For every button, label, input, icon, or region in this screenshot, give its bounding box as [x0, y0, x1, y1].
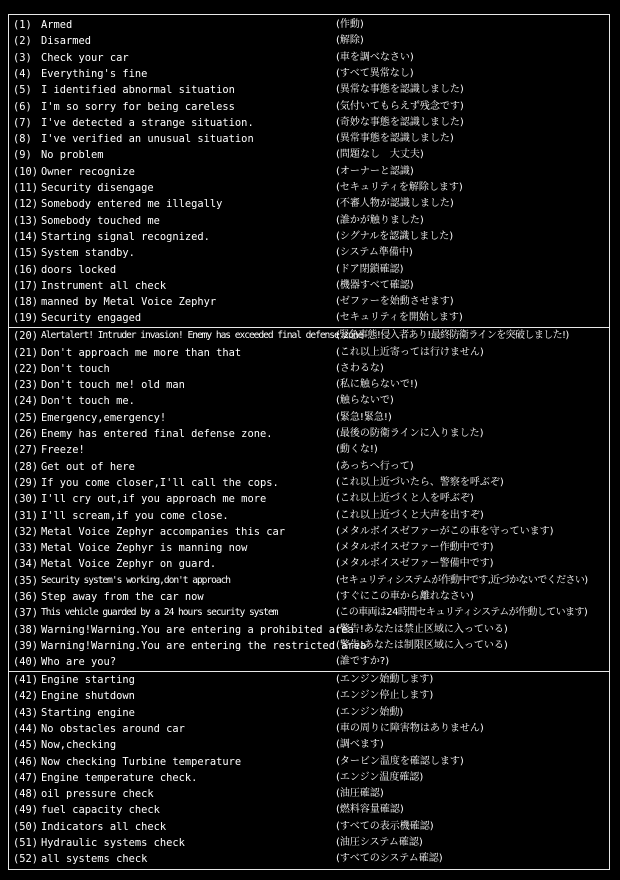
english-phrase: Now,checking	[41, 739, 117, 752]
phrase-number: (25)	[13, 411, 39, 424]
english-phrase: Warning!Warning.You are entering a prohibited area	[41, 623, 354, 636]
phrase-number: (2)	[13, 35, 32, 48]
japanese-translation: (触らないで)	[336, 395, 394, 407]
phrase-row	[9, 33, 609, 49]
phrase-row	[9, 442, 609, 458]
english-phrase: If you come closer,I'll call the cops.	[41, 476, 279, 489]
english-phrase: Owner recognize	[41, 165, 135, 178]
english-phrase: Don't touch	[41, 362, 110, 375]
english-phrase: Engine shutdown	[41, 690, 135, 703]
phrase-number: (22)	[13, 362, 39, 375]
phrase-number: (26)	[13, 428, 39, 440]
english-phrase: I've detected a strange situation.	[41, 116, 254, 129]
phrase-table	[8, 14, 610, 870]
phrase-row	[9, 835, 609, 851]
japanese-translation: (すべて異常なし)	[336, 67, 414, 79]
phrase-number: (10)	[13, 165, 39, 178]
phrase-number: (48)	[13, 788, 39, 801]
japanese-translation: (気付いてもらえず残念です)	[336, 100, 464, 112]
phrase-number: (16)	[13, 263, 39, 276]
phrase-row	[9, 147, 609, 163]
english-phrase: No problem	[41, 149, 104, 162]
phrase-row	[9, 328, 609, 344]
phrase-number: (47)	[13, 771, 39, 784]
english-phrase: Check your car	[41, 51, 129, 64]
english-phrase: Metal Voice Zephyr on guard.	[41, 558, 217, 571]
phrase-row	[9, 131, 609, 147]
japanese-translation: (調べます)	[336, 739, 384, 751]
phrase-row	[9, 310, 609, 326]
phrase-number: (14)	[13, 230, 39, 243]
japanese-translation: (メタルボイスゼファー警備中です)	[336, 558, 494, 570]
phrase-row	[9, 770, 609, 786]
phrase-number: (36)	[13, 591, 39, 603]
japanese-translation: (エンジン始動します)	[336, 674, 434, 685]
japanese-translation: (すぐにこの車から離れなさい)	[336, 591, 474, 602]
japanese-translation: (油圧システム確認)	[336, 837, 423, 848]
phrase-row	[9, 229, 609, 245]
phrase-number: (52)	[13, 853, 39, 866]
phrase-row	[9, 654, 609, 670]
english-phrase: manned by Metal Voice Zephyr	[41, 296, 217, 309]
japanese-translation: (燃料容量確認)	[336, 804, 404, 816]
phrase-row	[9, 262, 609, 278]
japanese-translation: (システム準備中)	[336, 247, 413, 259]
japanese-translation: (誰ですか?)	[336, 656, 390, 668]
phrase-number: (19)	[13, 312, 39, 325]
japanese-translation: (セキュリティを解除します)	[336, 182, 463, 193]
phrase-row	[9, 851, 609, 867]
phrase-number: (24)	[13, 395, 39, 408]
phrase-number: (28)	[13, 460, 39, 473]
phrase-row	[9, 688, 609, 704]
english-phrase: System standby.	[41, 247, 135, 260]
japanese-translation: (最後の防衛ラインに入りました)	[336, 428, 484, 439]
phrase-row	[9, 754, 609, 770]
phrase-row	[9, 377, 609, 393]
english-phrase: Don't touch me! old man	[41, 379, 185, 392]
phrase-number: (1)	[13, 19, 32, 31]
phrase-row	[9, 66, 609, 82]
japanese-translation: (この車両は24時間セキュリティシステムが作動しています)	[336, 607, 588, 619]
phrase-row	[9, 802, 609, 818]
phrase-row	[9, 475, 609, 491]
english-phrase: I'll cry out,if you approach me more	[41, 493, 267, 506]
english-phrase: Don't approach me more than that	[41, 346, 242, 359]
phrase-row	[9, 410, 609, 426]
phrase-number: (27)	[13, 444, 39, 457]
phrase-row	[9, 196, 609, 212]
phrase-number: (35)	[13, 574, 39, 587]
english-phrase: Indicators all check	[41, 820, 167, 833]
japanese-translation: (メタルボイスゼファーがこの車を守っています)	[336, 525, 554, 537]
phrase-number: (46)	[13, 755, 39, 768]
english-phrase: I identified abnormal situation	[41, 84, 235, 97]
english-phrase: Security disengage	[41, 182, 154, 194]
phrase-number: (29)	[13, 476, 39, 489]
english-phrase: This vehicle guarded by a 24 hours security system	[41, 607, 278, 619]
japanese-translation: (さわるな)	[336, 362, 384, 374]
phrase-row	[9, 638, 609, 654]
phrase-row	[9, 589, 609, 605]
phrase-row	[9, 115, 609, 131]
phrase-number: (49)	[13, 804, 39, 817]
phrase-number: (31)	[13, 509, 39, 522]
phrase-row	[9, 393, 609, 409]
phrase-row	[9, 361, 609, 377]
phrase-row	[9, 180, 609, 196]
english-phrase: doors locked	[41, 263, 117, 276]
phrase-row	[9, 605, 609, 621]
phrase-row	[9, 786, 609, 802]
phrase-number: (12)	[13, 198, 39, 211]
japanese-translation: (車を調べなさい)	[336, 51, 414, 63]
english-phrase: Alertalert! Intruder invasion! Enemy has exceeded final defense zone	[41, 330, 363, 342]
phrase-number: (51)	[13, 837, 39, 849]
phrase-row	[9, 672, 609, 688]
english-phrase: Somebody touched me	[41, 214, 160, 227]
english-phrase: fuel capacity check	[41, 804, 160, 817]
phrase-number: (6)	[13, 100, 32, 113]
phrase-row	[9, 556, 609, 572]
phrase-number: (4)	[13, 67, 32, 80]
japanese-translation: (動くな!)	[336, 444, 378, 456]
phrase-row	[9, 213, 609, 229]
japanese-translation: (セキュリティを開始します)	[336, 312, 463, 324]
japanese-translation: (エンジン温度確認)	[336, 771, 424, 783]
phrase-row	[9, 491, 609, 507]
english-phrase: Everything's fine	[41, 67, 148, 80]
phrase-number: (42)	[13, 690, 39, 703]
english-phrase: oil pressure check	[41, 788, 154, 801]
phrase-row	[9, 426, 609, 442]
phrase-row	[9, 245, 609, 261]
phrase-number: (3)	[13, 51, 32, 64]
english-phrase: Instrument all check	[41, 279, 167, 292]
japanese-translation: (オーナーと認識)	[336, 165, 414, 177]
phrase-number: (13)	[13, 214, 39, 227]
phrase-row	[9, 622, 609, 638]
japanese-translation: (解除)	[336, 35, 364, 47]
japanese-translation: (これ以上近づいたら、警察を呼ぶぞ)	[336, 476, 504, 488]
phrase-row	[9, 721, 609, 737]
japanese-translation: (警告!あなたは禁止区域に入っている)	[336, 623, 508, 635]
english-phrase: Step away from the car now	[41, 591, 204, 603]
phrase-number: (5)	[13, 84, 32, 97]
japanese-translation: (シグナルを認識しました)	[336, 230, 454, 242]
phrase-number: (8)	[13, 133, 32, 146]
japanese-translation: (奇妙な事態を認識しました)	[336, 116, 464, 128]
english-phrase: Freeze!	[41, 444, 85, 457]
english-phrase: Starting signal recognized.	[41, 230, 210, 243]
phrase-number: (17)	[13, 279, 39, 292]
japanese-translation: (これ以上近づくと大声を出すぞ)	[336, 509, 484, 521]
english-phrase: Get out of here	[41, 460, 135, 473]
phrase-number: (40)	[13, 656, 39, 669]
japanese-translation: (これ以上近寄っては行けません)	[336, 346, 484, 358]
japanese-translation: (これ以上近づくと人を呼ぶぞ)	[336, 493, 474, 505]
english-phrase: Starting engine	[41, 706, 135, 719]
phrase-number: (23)	[13, 379, 39, 392]
japanese-translation: (緊急!緊急!)	[336, 411, 392, 423]
japanese-translation: (誰かが触りました)	[336, 214, 424, 226]
phrase-row	[9, 459, 609, 475]
phrase-row	[9, 50, 609, 66]
english-phrase: Metal Voice Zephyr is manning now	[41, 542, 248, 555]
english-phrase: Armed	[41, 19, 73, 31]
japanese-translation: (エンジン始動)	[336, 706, 404, 718]
phrase-row	[9, 524, 609, 540]
english-phrase: Warning!Warning.You are entering the restricted area	[41, 639, 367, 652]
japanese-translation: (車の周りに障害物はありません)	[336, 722, 484, 734]
phrase-number: (9)	[13, 149, 32, 162]
phrase-row	[9, 17, 609, 33]
english-phrase: Don't touch me.	[41, 395, 135, 408]
phrase-number: (44)	[13, 722, 39, 735]
phrase-row	[9, 540, 609, 556]
phrase-number: (37)	[13, 607, 39, 620]
phrase-number: (7)	[13, 116, 32, 129]
english-phrase: Engine starting	[41, 674, 135, 686]
english-phrase: Somebody entered me illegally	[41, 198, 223, 211]
japanese-translation: (すべての表示機確認)	[336, 820, 434, 832]
japanese-translation: (ドア閉鎖確認)	[336, 263, 404, 275]
phrase-row	[9, 278, 609, 294]
japanese-translation: (セキュリティシステムが作動中です,近づかないでください)	[336, 574, 588, 586]
phrase-number: (32)	[13, 525, 39, 538]
phrase-number: (33)	[13, 542, 39, 555]
phrase-number: (20)	[13, 330, 39, 343]
phrase-number: (43)	[13, 706, 39, 719]
phrase-number: (21)	[13, 346, 39, 359]
phrase-row	[9, 82, 609, 98]
japanese-translation: (異常事態を認識しました)	[336, 133, 454, 145]
japanese-translation: (異常な事態を認識しました)	[336, 84, 464, 96]
japanese-translation: (問題なし 大丈夫)	[336, 149, 424, 161]
phrase-row	[9, 508, 609, 524]
english-phrase: Now checking Turbine temperature	[41, 755, 242, 768]
japanese-translation: (ゼファーを始動させます)	[336, 296, 454, 308]
japanese-translation: (私に触らないで!)	[336, 379, 418, 391]
japanese-translation: (油圧確認)	[336, 788, 384, 800]
english-phrase: I've verified an unusual situation	[41, 133, 254, 146]
phrase-row	[9, 573, 609, 589]
japanese-translation: (機器すべて確認)	[336, 279, 414, 291]
english-phrase: Security engaged	[41, 312, 142, 325]
phrase-row	[9, 294, 609, 310]
english-phrase: I'm so sorry for being careless	[41, 100, 235, 113]
english-phrase: Enemy has entered final defense zone.	[41, 428, 273, 440]
japanese-translation: (すべてのシステム確認)	[336, 853, 443, 865]
japanese-translation: (エンジン停止します)	[336, 690, 434, 702]
phrase-number: (41)	[13, 674, 39, 686]
phrase-number: (11)	[13, 182, 39, 194]
phrase-number: (18)	[13, 296, 39, 309]
japanese-translation: (緊急事態!侵入者あり!最終防衛ラインを突破しました!)	[336, 330, 569, 342]
phrase-row	[9, 345, 609, 361]
phrase-number: (15)	[13, 247, 39, 260]
japanese-translation: (あっちへ行って)	[336, 460, 414, 472]
phrase-row	[9, 164, 609, 180]
japanese-translation: (メタルボイスゼファー作動中です)	[336, 542, 494, 554]
phrase-row	[9, 705, 609, 721]
english-phrase: Who are you?	[41, 656, 117, 669]
japanese-translation: (不審人物が認識しました)	[336, 198, 454, 210]
phrase-number: (45)	[13, 739, 39, 752]
english-phrase: Disarmed	[41, 35, 92, 48]
english-phrase: Metal Voice Zephyr accompanies this car	[41, 525, 285, 538]
japanese-translation: (作動)	[336, 19, 364, 30]
phrase-row	[9, 99, 609, 115]
english-phrase: No obstacles around car	[41, 722, 185, 735]
english-phrase: all systems check	[41, 853, 148, 866]
phrase-number: (34)	[13, 558, 39, 571]
phrase-number: (30)	[13, 493, 39, 506]
english-phrase: I'll scream,if you come close.	[41, 509, 229, 522]
english-phrase: Security system's working,don't approach	[41, 574, 231, 586]
japanese-translation: (タービン温度を確認します)	[336, 755, 464, 767]
english-phrase: Emergency,emergency!	[41, 411, 167, 424]
english-phrase: Engine temperature check.	[41, 771, 198, 784]
phrase-number: (39)	[13, 639, 39, 652]
phrase-number: (50)	[13, 820, 39, 833]
phrase-row	[9, 819, 609, 835]
phrase-number: (38)	[13, 623, 39, 636]
english-phrase: Hydraulic systems check	[41, 837, 185, 849]
phrase-row	[9, 737, 609, 753]
japanese-translation: (警告!あなたは制限区域に入っている)	[336, 639, 508, 651]
